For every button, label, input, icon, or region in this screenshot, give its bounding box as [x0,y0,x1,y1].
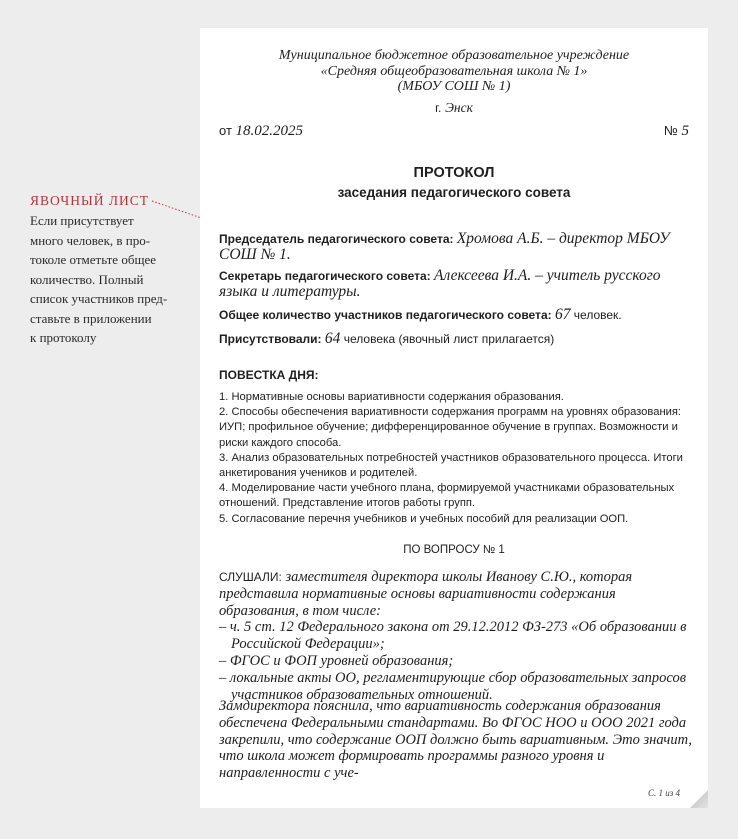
total-value: 67 [554,306,571,323]
chair-value: Хромова А.Б. – директор МБОУ СОШ № 1. [219,230,670,263]
date-label: от [219,123,232,138]
margin-note-line: к протоколу [30,330,97,345]
agenda-item: 5. Согласование перечня учебников и учебных пособий для реализации ООП. [219,512,629,525]
date-value: 18.02.2025 [235,123,304,139]
heard-list-item: – локальные акты ОО, регламентирующие сбор образовательных запросов участников образовательных отношений. [219,669,687,703]
secretary-label: Секретарь педагогического совета: [219,269,431,283]
document-subtitle: заседания педагогического совета [337,185,571,200]
agenda-list [219,390,694,527]
number-label: № [663,123,678,138]
present-label: Присутствовали: [219,332,322,346]
explanation-paragraph: Замдиректора пояснила, что вариативность содержания образования обеспечена Федеральными стандартами. Во ФГОС НОО и ООО 2021 года закрепили, что содержание ООП должно быть вариативным. Это значит, что школа может формировать программы разного уровня и направленности с уче- [219,698,693,782]
protocol-number [664,123,689,140]
chair-field [219,231,691,263]
heard-text: заместителя директора школы Иванову С.Ю., которая представила нормативные основы вариативности содержания образования, в том числе: [219,569,633,619]
page-corner-fold [690,790,708,808]
margin-note-line: количество. Полный [30,271,144,287]
total-unit: человек. [573,308,622,322]
heard-list-item: – ФГОС и ФОП уровней образования; [219,652,454,669]
secretary-field [219,268,691,300]
present-rest: человека (явочный лист прилагается) [343,332,555,346]
agenda-item: 4. Моделирование части учебного плана, формируемой участниками образовательных отношений. Представление итогов работы групп. [219,482,675,510]
heard-label: СЛУШАЛИ: [219,570,282,584]
secretary-value: Алексеева И.А. – учитель русского языка и литературы. [219,267,661,300]
org-line: «Средняя общеобразовательная школа № 1» [320,63,588,79]
agenda-item: 2. Способы обеспечения вариативности содержания программ на уровнях образования: ИУП; профильное обучение; дифференцированное обучение в группах. Возможности и риски каждого способа. [219,406,682,449]
heard-list-item: – ч. 5 ст. 12 Федерального закона от 29.12.2012 ФЗ-273 «Об образовании в Российской Федерации»; [219,619,687,653]
chair-label: Председатель педагогического совета: [219,232,454,246]
margin-note-text [30,211,190,348]
margin-note-title: ЯВОЧНЫЙ ЛИСТ [30,193,149,208]
heard-paragraph [219,569,695,619]
present-value: 64 [324,330,341,347]
margin-note-line: список участников пред- [30,291,168,306]
document-page [200,28,708,808]
org-line: (МБОУ СОШ № 1) [397,79,511,94]
page-number: С. 1 из 4 [647,788,680,798]
margin-note-line: ставьте в приложении [30,310,152,326]
heard-section [219,569,695,703]
present-field [219,331,691,347]
city-label: г. [435,101,442,115]
city-line [200,100,708,116]
agenda-item: 3. Анализ образовательных потребностей участников образовательного процесса. Итоги анкетирования учеников и родителей. [219,451,683,480]
organization-name [200,48,708,95]
margin-note-line: много человек, в про- [30,232,151,248]
agenda-heading: ПОВЕСТКА ДНЯ: [219,368,319,382]
agenda-item: 1. Нормативные основы вариативности содержания образования. [219,391,564,403]
total-field [219,307,691,323]
question-heading: ПО ВОПРОСУ № 1 [403,544,505,556]
document-title: ПРОТОКОЛ [413,165,495,181]
org-line: Муниципальное бюджетное образовательное учреждение [278,48,630,63]
margin-note-line: Если присутствует [30,213,134,228]
total-label: Общее количество участников педагогического совета: [219,308,552,322]
margin-note [30,193,190,348]
city-value: Энск [445,100,473,115]
margin-note-line: токоле отметьте общее [30,252,156,267]
number-value: 5 [681,123,689,139]
date-number-line [219,123,689,140]
